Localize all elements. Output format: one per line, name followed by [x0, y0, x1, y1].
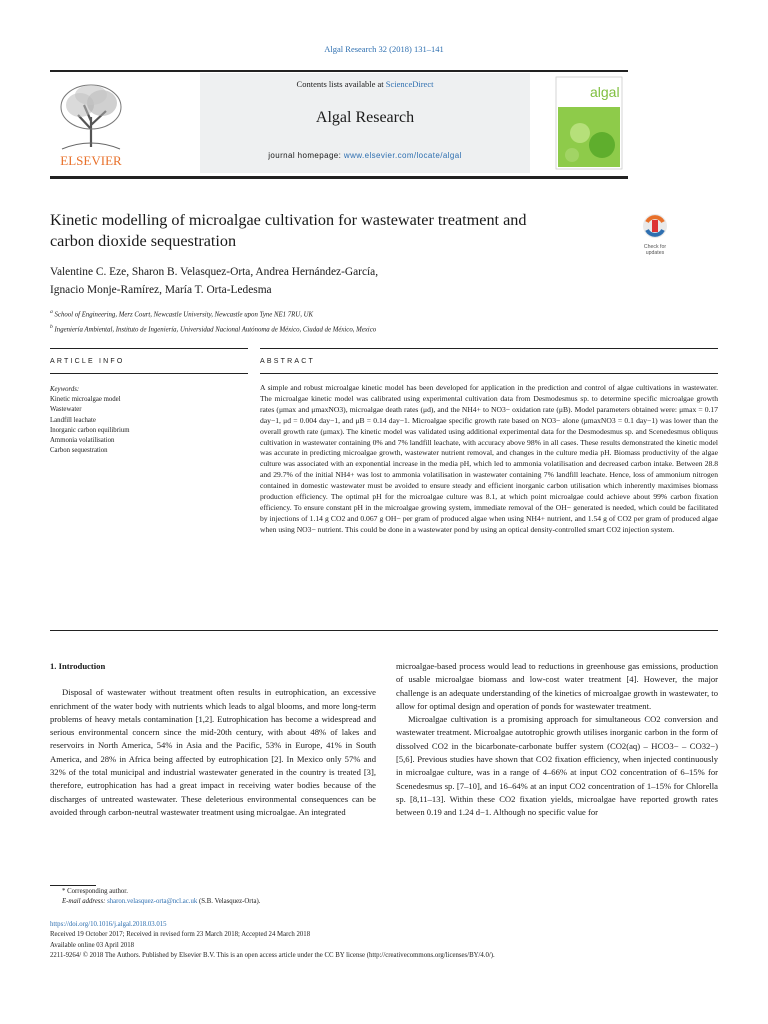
affiliations: [50, 306, 690, 337]
email-link[interactable]: sharon.velasquez-orta@ncl.ac.uk: [107, 898, 198, 906]
journal-header-center: [200, 73, 530, 173]
body-right-column: [396, 660, 718, 820]
author-list: [50, 263, 650, 299]
affiliation-a-text: School of Engineering, Merz Court, Newcastle University, Newcastle upon Tyne NE1 7RU, UK: [54, 311, 314, 319]
elsevier-wordmark: ELSEVIER: [60, 153, 122, 168]
contents-line: [200, 79, 530, 89]
homepage-label: journal homepage:: [268, 151, 344, 160]
header-top-rule: [50, 70, 628, 72]
elsevier-tree-logo[interactable]: [52, 77, 130, 169]
sciencedirect-link[interactable]: ScienceDirect: [385, 79, 434, 89]
check-updates-label: Check for updates: [643, 244, 667, 256]
journal-title: Algal Research: [315, 109, 415, 126]
keyword-item: Carbon sequestration: [50, 447, 108, 455]
article-title-line1: Kinetic modelling of microalgae cultivation for wastewater treatment and: [50, 211, 527, 229]
header-bottom-rule: [50, 176, 628, 179]
keyword-item: Inorganic carbon equilibrium: [50, 426, 130, 434]
authors-line1[interactable]: Valentine C. Eze, Sharon B. Velasquez-Orta, Andrea Hernández-García,: [50, 266, 379, 278]
article-info-top-rule: [50, 348, 248, 349]
authors-line2[interactable]: Ignacio Monje-Ramírez, María T. Orta-Ledesma: [50, 284, 272, 296]
body-left-column: [50, 660, 376, 819]
corresponding-author-note: * Corresponding author.: [62, 888, 128, 895]
footnote-rule: [50, 885, 96, 886]
check-updates-icon: [641, 212, 669, 242]
corresponding-author-text: Corresponding author.: [67, 888, 128, 895]
license-statement: 2211-9264/ © 2018 The Authors. Published by Elsevier B.V. This is an open access article under the CC BY license (http://creativecommons.org/licenses/BY/4.0/).: [50, 952, 495, 960]
keyword-item: Wastewater: [50, 406, 82, 414]
keyword-item: Landfill leachate: [50, 416, 96, 424]
article-info-heading: ARTICLE INFO: [50, 358, 125, 365]
intro-paragraph-1: Disposal of wastewater without treatment often results in eutrophication, an excessive enrichment of the water body with nutrients which leads to algal blooms, and more long-term problems of heavy metals contamination [1,2]. Eutrophication has become a widespread and serious environmental concern since the mid-20th century, with about 48% of lakes and reservoirs in North America, 54% in Asia and the Pacific, 53% in Europe, 41% in South America, and 28% in Africa being affected by eutrophication [2]. In Mexico only 57% and 32% of the total municipal and industrial wastewater generated in the country is treated [3], therefore, eutrophication has had a great impact in receiving water bodies because of the discharges of untreated wastewater. These deleterious environmental consequences can be avoided through carbon-neutral wastewater treatment using microalgae. An integrated: [50, 687, 376, 817]
cover-title: algal: [590, 84, 620, 100]
affiliation-b: $^b$ Ingeniería Ambiental, Instituto de Ingeniería, Universidad Nacional Autónoma de México, Ciudad de México, Mexico: [50, 324, 377, 334]
article-title-line2: carbon dioxide sequestration: [50, 232, 237, 250]
article-title: [50, 210, 630, 252]
email-suffix: (S.B. Velasquez-Orta).: [197, 898, 261, 906]
abstract-heading: ABSTRACT: [260, 358, 315, 365]
abstract-top-rule: [260, 348, 718, 349]
contents-prefix: Contents lists available at: [296, 79, 386, 89]
email-note: [62, 897, 562, 907]
doi-link[interactable]: https://doi.org/10.1016/j.algal.2018.03.015: [50, 921, 167, 928]
keyword-item: Kinetic microalgae model: [50, 396, 121, 404]
abstract-sub-rule: [260, 373, 718, 374]
email-label: E-mail address:: [62, 898, 108, 906]
article-info-sub-rule: [50, 373, 248, 374]
abstract-text: A simple and robust microalgae kinetic model has been developed for application in the prediction and control of algae cultivations in wastewater. The microalgae kinetic model was calibrated using experimental cultivation data from Desmodesmus sp. to determine specific microalgae growth rates (μmax and μmaxNO3), microalgae death rates (μd), and the NH4+ to NO3− oxidation rate (μB). Model parameters obtained were: μmax = 0.17 day−1, μd = 0.004 day−1, and μB = 0.14 day−1. Microalgae specific growth rate based on NO3− alone (μmaxNO3 = 0.1 day−1) was lower than the overall growth rate (μmax). The kinetic model was validated using additional experimental data for the Desmodesmus sp. and Scenedesmus obliquus cultivation in wastewater containing 0% and 7% landfill leachate, with accuracy above 98% in all cases. These results demonstrated the kinetic model was accurate in predicting microalgae growth, wastewater nutrient removal, and changes in the culture media pH. Biomass productivity of the algae culture was associated with an exponential increase in the media pH, which led to ammonia volatilisation and decreased carbon intake. Between 28.8 and 29.7% of the initial NH4+ was lost to ammonia volatilisation in wastewater containing 7% landfill leachate. Hence, loss of ammonium nitrogen contained in domestic wastewater must be avoided to ensure steady and efficient inorganic carbon utilisation which inherently maximises biomass production efficiency. The optimal pH for the microalgae culture was 8.1, at which point microalgae could achieve about 99% carbon fixation efficiency. To ensure constant pH in the microalgae growing system, immediate removal of the OH− generated is needed, which could be facilitated by injections of 1.14 g CO2 and 0.067 g OH− per gram of produced algae when using NH4+ nutrient, and 1.54 g of CO2 per gram of produced algae when using NO3− nutrient. This could be done in a wastewater pond by using an optical density-controlled smart CO2 injection system.: [260, 383, 718, 534]
keywords-label: Keywords:: [50, 386, 80, 393]
keywords-block: [50, 385, 250, 456]
affiliation-b-text: Ingeniería Ambiental, Instituto de Ingeniería, Universidad Nacional Autónoma de México, Ciudad de México, Mexico: [54, 326, 377, 334]
available-online: Available online 03 April 2018: [50, 941, 135, 949]
heading-spacer: [50, 673, 376, 686]
journal-reference[interactable]: Algal Research 32 (2018) 131–141: [324, 44, 444, 54]
journal-cover-image[interactable]: [550, 73, 628, 173]
article-history: [50, 920, 730, 962]
intro-paragraph-2: Microalgae cultivation is a promising approach for simultaneous CO2 conversion and wastewater treatment. Microalgae autotrophic growth utilises inorganic carbon in the form of dissolved CO2 in the bicarbonate-carbonate buffer system (CO2(aq) – HCO3− – CO32−) [5,6]. Previous studies have shown that CO2 fixation efficiency, when injected continuously in microalgae culture, was in a range of 4–66% at input CO2 concentration of 6–15% for Scenedesmus sp. [7–10], and 16–64% at an input CO2 concentration of 1–15% for Chlorella sp. [8,11–13]. Within these CO2 fixation yields, microalgae have reported growth rates between 0.19 and 1.24 d−1. Although no specific value for: [396, 714, 718, 818]
homepage-line: [200, 151, 530, 160]
intro-paragraph-continued: microalgae-based process would lead to reductions in greenhouse gas emissions, production of usable microalgae biomass and low-cost water treatment [4]. However, the major challenge is an adequate understanding of the kinetics of microalgae growth in wastewater, to allow for optimal design and operation of ponds for wastewater treatment.: [396, 661, 718, 711]
affiliation-a: $^a$ School of Engineering, Merz Court, Newcastle University, Newcastle upon Tyne NE1 7RU, UK: [50, 309, 314, 319]
section-heading-introduction: 1. Introduction: [50, 661, 106, 671]
keyword-item: Ammonia volatilisation: [50, 437, 115, 445]
footnote-block: [62, 887, 562, 908]
journal-header: [50, 73, 628, 173]
received-dates: Received 19 October 2017; Received in revised form 23 March 2018; Accepted 24 March 2018: [50, 931, 311, 939]
homepage-link[interactable]: www.elsevier.com/locate/algal: [343, 151, 462, 160]
check-for-updates-badge[interactable]: [637, 212, 673, 262]
abstract-bottom-rule: [50, 630, 718, 631]
